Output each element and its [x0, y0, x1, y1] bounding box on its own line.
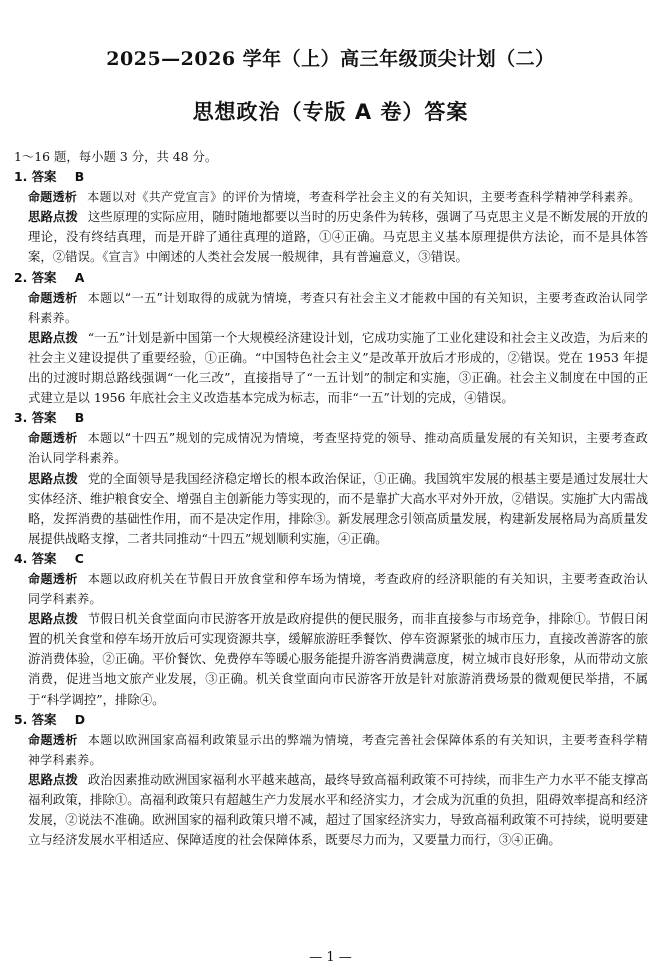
analysis-label: 命题透析 [28, 732, 78, 747]
question-answer-line [14, 710, 648, 730]
analysis-paragraph [14, 288, 648, 328]
answer-body [14, 147, 648, 850]
question-answer-line [14, 408, 648, 428]
tips-text: 这些原理的实际应用，随时随地都要以当时的历史条件为转移，强调了马克思主义是不断发展的开放的理论，没有终结真理，而是开辟了通往真理的道路，①④正确。马克思主义基本原理提供方法论，而不是具体答案，②错误。《宣言》中阐述的人类社会发展一般规律，具有普遍意义，③错误。 [28, 209, 649, 265]
tips-text: 节假日机关食堂面向市民游客开放是政府提供的便民服务，而非直接参与市场竞争，排除①。节假日闲置的机关食堂和停车场开放后可实现资源共享，缓解旅游旺季餐饮、停车资源紧张的城市压力，直接改善游客的旅游消费体验，②正确。平价餐饮、免费停车等暖心服务能提升游客消费满意度，树立城市良好形象，从而带动文旅消费，促进当地文旅产业发展，③正确。机关食堂面向市民游客开放是针对旅游消费场景的微观便民举措，不属于“科学调控”，排除④。 [28, 611, 649, 707]
tips-paragraph [14, 328, 648, 408]
question-answer-line [14, 268, 648, 288]
tips-paragraph [14, 609, 648, 709]
question-number: 4. [14, 550, 28, 566]
tips-paragraph [14, 207, 648, 267]
document-title: 2025—2026 学年（上）高三年级顶尖计划（二） [106, 48, 555, 70]
tips-label: 思路点拨 [28, 470, 78, 486]
analysis-label: 命题透析 [28, 290, 78, 305]
answer-label: 答案 [31, 711, 57, 727]
tips-text: “一五”计划是新中国第一个大规模经济建设计划，它成功实施了工业化建设和社会主义改造，为后来的社会主义建设提供了重要经验，①正确。“中国特色社会主义”是改革开放后才形成的，②错误。党在 1953 年提出的过渡时期总路线强调“一化三改”，直接指导了“一五计划”的制定和实施，③正确。社会主义制度在中国的正式建立是以 1956 年底社会主义改造基本完成为标志，而非“一五”计划的完成，④错误。 [28, 329, 649, 406]
analysis-paragraph [14, 187, 648, 207]
analysis-text: 本题以对《共产党宣言》的评价为情境，考查科学社会主义的有关知识，主要考查科学精神学科素养。 [87, 190, 641, 205]
analysis-label: 命题透析 [28, 571, 78, 586]
question-number: 1. [14, 169, 28, 185]
analysis-text: 本题以“十四五”规划的完成情况为情境，考查坚持党的领导、推动高质量发展的有关知识，主要考查政治认同学科素养。 [28, 431, 648, 466]
tips-text: 政治因素推动欧洲国家福利水平越来越高，最终导致高福利政策不可持续，而非生产力水平不能支撑高福利政策，排除①。高福利政策只有超越生产力发展水平和经济实力，才会成为沉重的负担，阻碍效率提高和经济发展，②说法不准确。欧洲国家的福利政策只增不减，超过了国家经济实力，导致高福利政策不可持续，说明要建立与经济发展水平相适应、保障适度的社会保障体系，既要尽力而为，又要量力而行，③④正确。 [28, 771, 649, 848]
tips-label: 思路点拨 [28, 611, 78, 627]
answer-value: C [74, 550, 84, 566]
question-block [14, 167, 648, 267]
analysis-paragraph [14, 730, 648, 770]
tips-paragraph [14, 469, 648, 549]
question-block [14, 408, 648, 549]
tips-label: 思路点拨 [28, 771, 78, 787]
question-answer-line [14, 549, 648, 569]
tips-text: 党的全面领导是我国经济稳定增长的根本政治保证，①正确。我国筑牢发展的根基主要是通过发展壮大实体经济、维护粮食安全、增强自主创新能力等实现的，而不是靠扩大高水平对外开放，②错误。实施扩大内需战略，发挥消费的基础性作用，而不是决定作用，排除③。新发展理念引领高质量发展，构建新发展格局为高质量发展提供战略支撑，二者共同推动“十四五”规划顺利实施，④正确。 [28, 470, 649, 546]
analysis-paragraph [14, 569, 648, 609]
page-number: — 1 — [309, 950, 352, 965]
tips-label: 思路点拨 [28, 209, 78, 225]
document-subtitle: 思想政治（专版 A 卷）答案 [192, 100, 469, 124]
answer-value: B [74, 169, 85, 185]
question-block [14, 710, 648, 851]
question-answer-line [14, 167, 648, 187]
tips-paragraph [14, 770, 648, 850]
question-block [14, 549, 648, 710]
tips-label: 思路点拨 [28, 329, 78, 345]
answer-label: 答案 [31, 169, 57, 185]
answer-label: 答案 [31, 550, 57, 566]
score-instructions: 1～16 题，每小题 3 分，共 48 分。 [14, 149, 218, 164]
question-number: 3. [14, 410, 28, 426]
analysis-text: 本题以“一五”计划取得的成就为情境，考查只有社会主义才能救中国的有关知识，主要考查政治认同学科素养。 [28, 290, 648, 325]
analysis-text: 本题以欧洲国家高福利政策显示出的弊端为情境，考查完善社会保障体系的有关知识，主要考查科学精神学科素养。 [28, 732, 648, 767]
answer-label: 答案 [31, 269, 57, 285]
analysis-label: 命题透析 [28, 431, 78, 446]
answer-value: B [74, 410, 85, 426]
answer-value: A [74, 269, 85, 285]
analysis-paragraph [14, 428, 648, 468]
answer-value: D [74, 711, 86, 727]
question-number: 2. [14, 269, 28, 285]
analysis-text: 本题以政府机关在节假日开放食堂和停车场为情境，考查政府的经济职能的有关知识，主要考查政治认同学科素养。 [28, 571, 648, 607]
question-number: 5. [14, 711, 28, 727]
question-block [14, 268, 648, 409]
answer-label: 答案 [31, 410, 57, 426]
analysis-label: 命题透析 [28, 190, 78, 205]
